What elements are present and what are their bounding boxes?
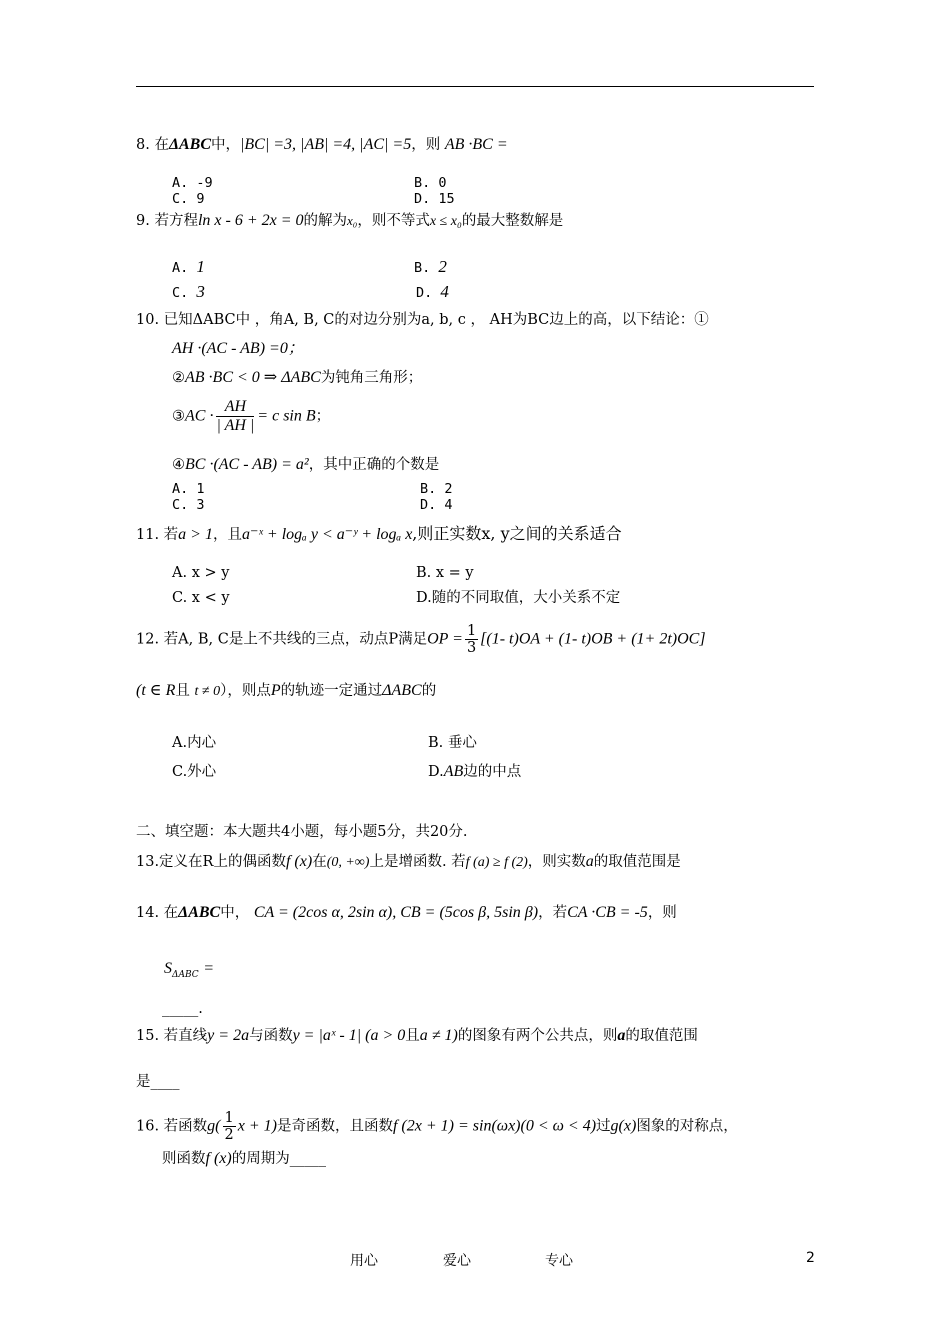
q8-option-c: C. 9 [172, 191, 205, 207]
q10-conclusion-2: ②AB ·BC < 0 ⇒ ΔABC为钝角三角形； [172, 369, 423, 386]
q9-stem: 9. 若方程ln x - 6 + 2x = 0的解为x₀，则不等式x ≤ x₀的最大整数解是 [136, 212, 564, 229]
q10-conclusion-1: AH ·(AC - AB) =0； [172, 340, 304, 357]
q11-option-b: B. x = y [416, 565, 474, 581]
q16-line2: 则函数f (x)的周期为_____ [162, 1150, 326, 1167]
q13-stem: 13.定义在R上的偶函数f (x)在(0, +∞)上是增函数. 若f (a) ≥ f (2)，则实数a的取值范围是 [136, 853, 681, 870]
q11-option-d: D.随的不同取值，大小关系不定 [416, 590, 621, 606]
q8-option-b: B. 0 [414, 175, 447, 191]
q10-fraction-numerator: AH [216, 398, 254, 417]
q16-fraction-denominator: 2 [224, 1127, 234, 1143]
q10-option-d: D. 4 [420, 497, 453, 513]
q12-fraction-denominator: 3 [466, 640, 477, 656]
q11-option-c: C. x < y [172, 590, 230, 606]
q10-option-c: C. 3 [172, 497, 205, 513]
q8-expression: AB ·BC = [444, 136, 508, 153]
q12-option-b: B. 垂心 [428, 735, 477, 751]
q8-option-d: D. 15 [414, 191, 455, 207]
q9-option-d: D. 4 [416, 282, 449, 301]
q15-line2: 是____ [136, 1074, 180, 1090]
q9-option-c: C. 3 [172, 282, 205, 301]
q11-option-a: A. x > y [172, 565, 230, 581]
q9-option-a: A. 1 [172, 257, 205, 276]
header-rule [136, 86, 814, 87]
q10-stem: 10. 已知ΔABC中 ，角A, B, C的对边分别为a, b, c ， AH为BC边上的高，以下结论：① [136, 312, 709, 328]
q16-stem: 16. 若函数g( $\frac{1}{2}$ x + 1)是奇函数，且函数f (2x + 1) = sin(ωx)(0 < ω < 4)过g(x)图象的对称点， [136, 1110, 738, 1143]
footer-text-2: 爱心 [443, 1253, 471, 1269]
q10-option-b: B. 2 [420, 481, 453, 497]
footer-text-1: 用心 [350, 1253, 378, 1269]
page-number: 2 [806, 1250, 815, 1266]
q10-conclusion-4: ④BC ·(AC - AB) = a²，其中正确的个数是 [172, 456, 440, 473]
q12-option-c: C.外心 [172, 764, 217, 780]
q14-stem: 14. 在ΔABC中， CA = (2cos α, 2sin α), CB = (5cos β, 5sin β)，若CA ·CB = -5，则 [136, 904, 677, 921]
q12-line2: (t ∈ R且 t ≠ 0），则点P的轨迹一定通过ΔABC的 [136, 682, 437, 699]
q12-option-d: D.AB边的中点 [428, 763, 522, 780]
q12-stem: 12. 若A, B, C是上不共线的三点，动点P满足OP = $\frac{1}{3}$ [(1- t)OA + (1- t)OB + (1+ 2t)OC] [136, 623, 706, 656]
q14-answer-blank: _____. [162, 1001, 203, 1017]
q8-option-a: A. -9 [172, 175, 213, 191]
section-2-heading: 二、填空题：本大题共4小题，每小题5分，共20分. [136, 824, 468, 840]
q12-option-a: A.内心 [172, 735, 217, 751]
q10-fraction-denominator: | AH | [216, 417, 255, 434]
q14-area-expression: $S_{\Delta ABC}$ = [164, 960, 215, 980]
q15-stem: 15. 若直线y = 2a与函数y = |aˣ - 1| (a > 0且a ≠ 1)的图象有两个公共点，则a的取值范围 [136, 1027, 698, 1044]
footer-text-3: 专心 [545, 1253, 573, 1269]
q16-fraction-numerator: 1 [224, 1110, 234, 1126]
q12-fraction-numerator: 1 [466, 623, 477, 639]
q10-conclusion-3: ③AC · $\frac{AH}{| AH |}$ = c sin B； [172, 398, 331, 434]
q10-option-a: A. 1 [172, 481, 205, 497]
q9-option-b: B. 2 [414, 257, 447, 276]
q8-stem: 8. 在ΔABC中，|BC| =3, |AB| =4, |AC| =5，则 AB ·BC = [136, 136, 508, 153]
q11-stem: 11. 若a > 1，且a⁻ˣ + logₐ y < a⁻ʸ + logₐ x,则正实数x, y之间的关系适合 [136, 524, 622, 543]
